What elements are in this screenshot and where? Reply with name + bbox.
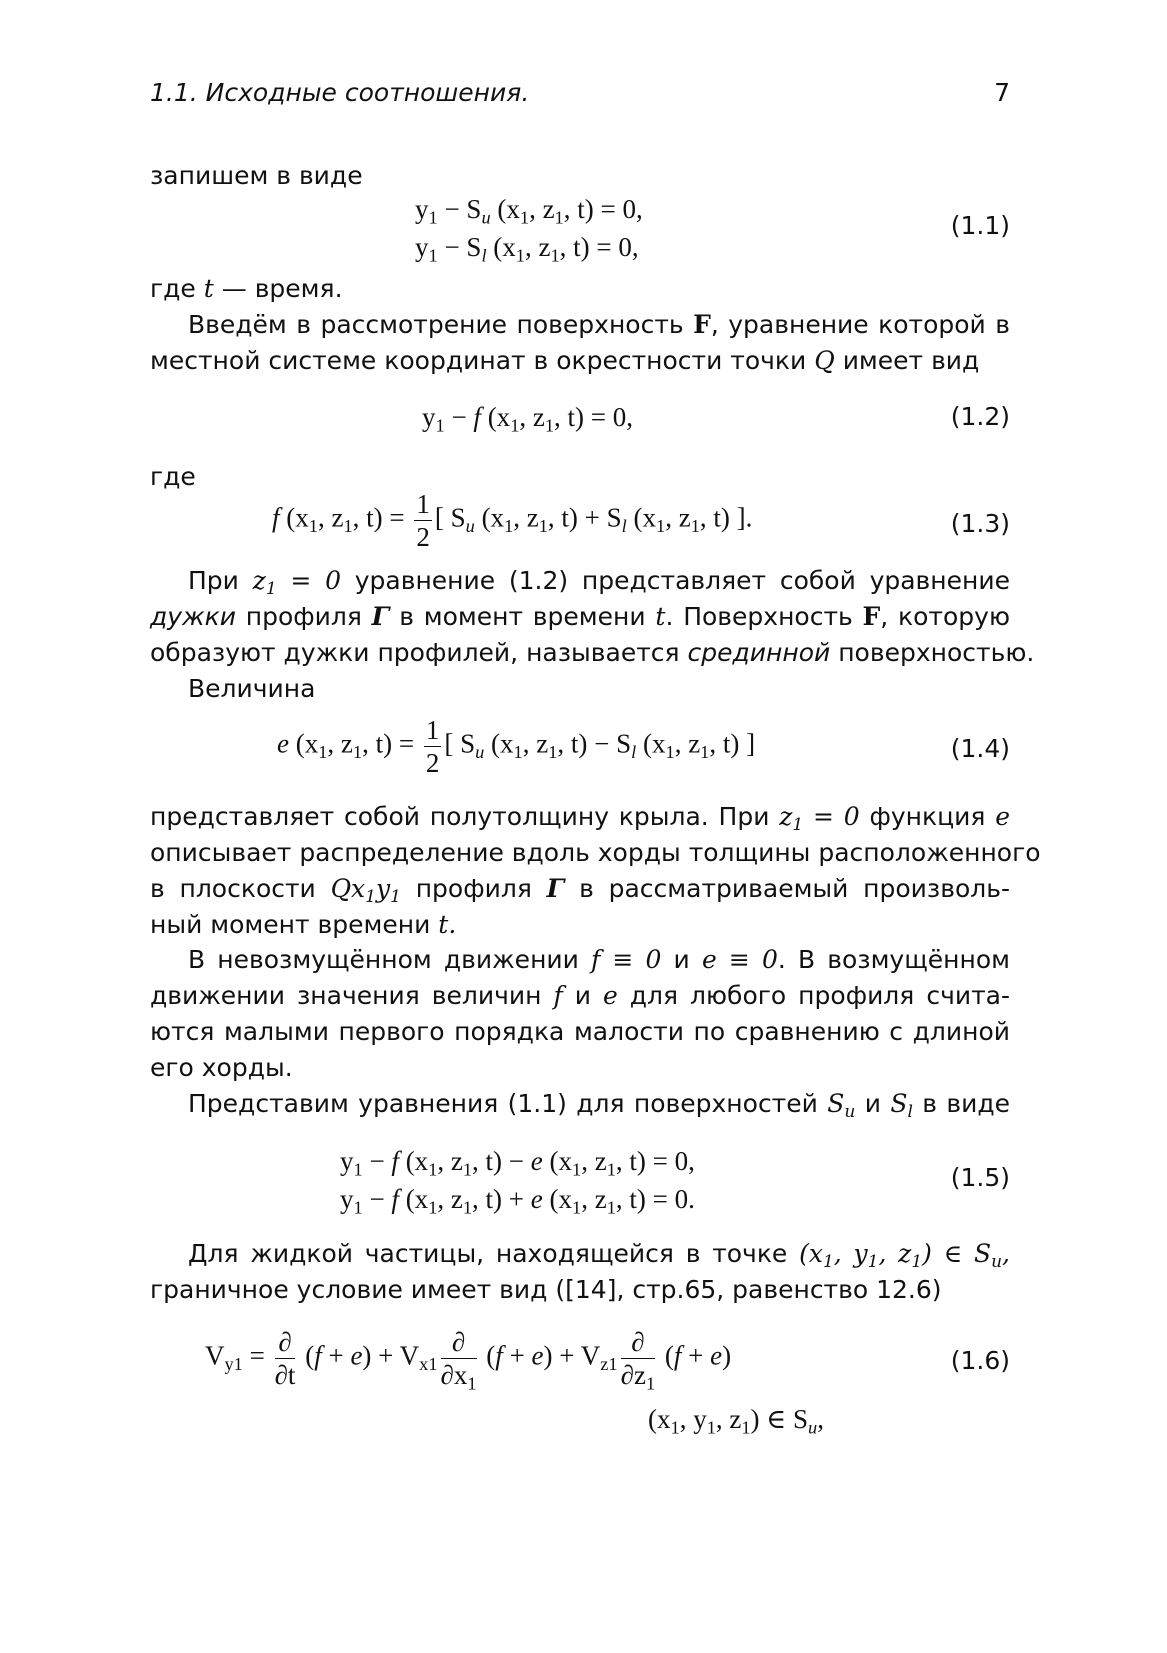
equation-1-2: $y_1 - f$ ($x_1$, $z_1$, t) = 0, [422, 402, 634, 436]
paragraph-line: В невозмущённом движении f ≡ 0 и e ≡ 0. В возмущённом [188, 945, 1010, 974]
paragraph-line: Для жидкой частицы, находящейся в точке ($x_1$, $y_1$, $z_1$) ∈ $S_u$, [188, 1239, 1010, 1273]
paragraph-line: где [150, 462, 196, 491]
equation-1-5-line-2: $y_1 - f$ ($x_1$, $z_1$, t) + e ($x_1$, $z_1$, t) = 0. [340, 1184, 695, 1218]
equation-1-6-condition: ($x_1$, $y_1$, $z_1$) ∈ $S_u$, [648, 1404, 824, 1438]
equation-number: (1.3) [950, 509, 1010, 538]
paragraph-line: запишем в виде [150, 161, 363, 190]
equation-number: (1.4) [950, 734, 1010, 763]
paragraph-line: его хорды. [150, 1053, 293, 1082]
paragraph-line: дужки профиля Γ в момент времени t. Поверхность F, которую [150, 602, 1010, 631]
paragraph-line: При $z_1 = 0$ уравнение (1.2) представляет собой уравнение [188, 566, 1010, 600]
page-number: 7 [994, 78, 1010, 107]
paragraph-line: ются малыми первого порядка малости по сравнению с длиной [150, 1017, 1010, 1046]
running-header-title: 1.1. Исходные соотношения. [150, 78, 530, 107]
equation-1-1-line-1: $y_1 - S_u$ ($x_1$, $z_1$, t) = 0, [415, 194, 643, 228]
paragraph-line: местной системе координат в окрестности точки Q имеет вид [150, 346, 980, 375]
paragraph-line: ный момент времени t. [150, 910, 457, 939]
paragraph-line: граничное условие имеет вид ([14], стр.65, равенство 12.6) [150, 1275, 942, 1304]
equation-1-5-line-1: $y_1 - f$ ($x_1$, $z_1$, t) − e ($x_1$, $z_1$, t) = 0, [340, 1146, 695, 1180]
equation-number: (1.1) [950, 211, 1010, 240]
equation-1-6: $V_{y1}$ = $\frac{\partial}{\partial t}$ $(f + e) + V_{x1}$ $\frac{\partial}{\partial x_1}$ $(f + e) + V_{z1}$ $\frac{\partial}{\partial z_1}$ (f + e) [205, 1327, 732, 1394]
paragraph-line: описывает распределение вдоль хорды толщины расположенного [150, 838, 1041, 867]
paragraph-line: Введём в рассмотрение поверхность F, уравнение которой в [188, 310, 1010, 339]
equation-1-1-line-2: $y_1 - S_l$ ($x_1$, $z_1$, t) = 0, [415, 232, 639, 266]
paragraph-line: Представим уравнения (1.1) для поверхностей $S_u$ и $S_l$ в виде [188, 1089, 1010, 1123]
equation-1-4: e ($x_1$, $z_1$, t) = $\frac{1}{2}$ [ $S_u$ ($x_1$, $z_1$, $t) - S_l$ ($x_1$, $z_1$, t) ] [277, 715, 756, 778]
paragraph-line: образуют дужки профилей, называется срединной поверхностью. [150, 638, 1035, 667]
equation-number: (1.2) [950, 402, 1010, 431]
paragraph-line: представляет собой полутолщину крыла. При $z_1 = 0$ функция e [150, 802, 1011, 836]
equation-number: (1.5) [950, 1163, 1010, 1192]
equation-1-3: f ($x_1$, $z_1$, t) = $\frac{1}{2}$ [ $S_u$ ($x_1$, $z_1$, $t) + S_l$ ($x_1$, $z_1$, t) ]. [272, 489, 753, 552]
paragraph-line: Величина [188, 674, 316, 703]
equation-number: (1.6) [950, 1346, 1010, 1375]
paragraph-line: в плоскости $Qx_1y_1$ профиля Γ в рассматриваемый произволь- [150, 874, 1010, 908]
paragraph-line: где t — время. [150, 274, 343, 303]
paragraph-line: движении значения величин f и e для любого профиля счита- [150, 981, 1010, 1010]
